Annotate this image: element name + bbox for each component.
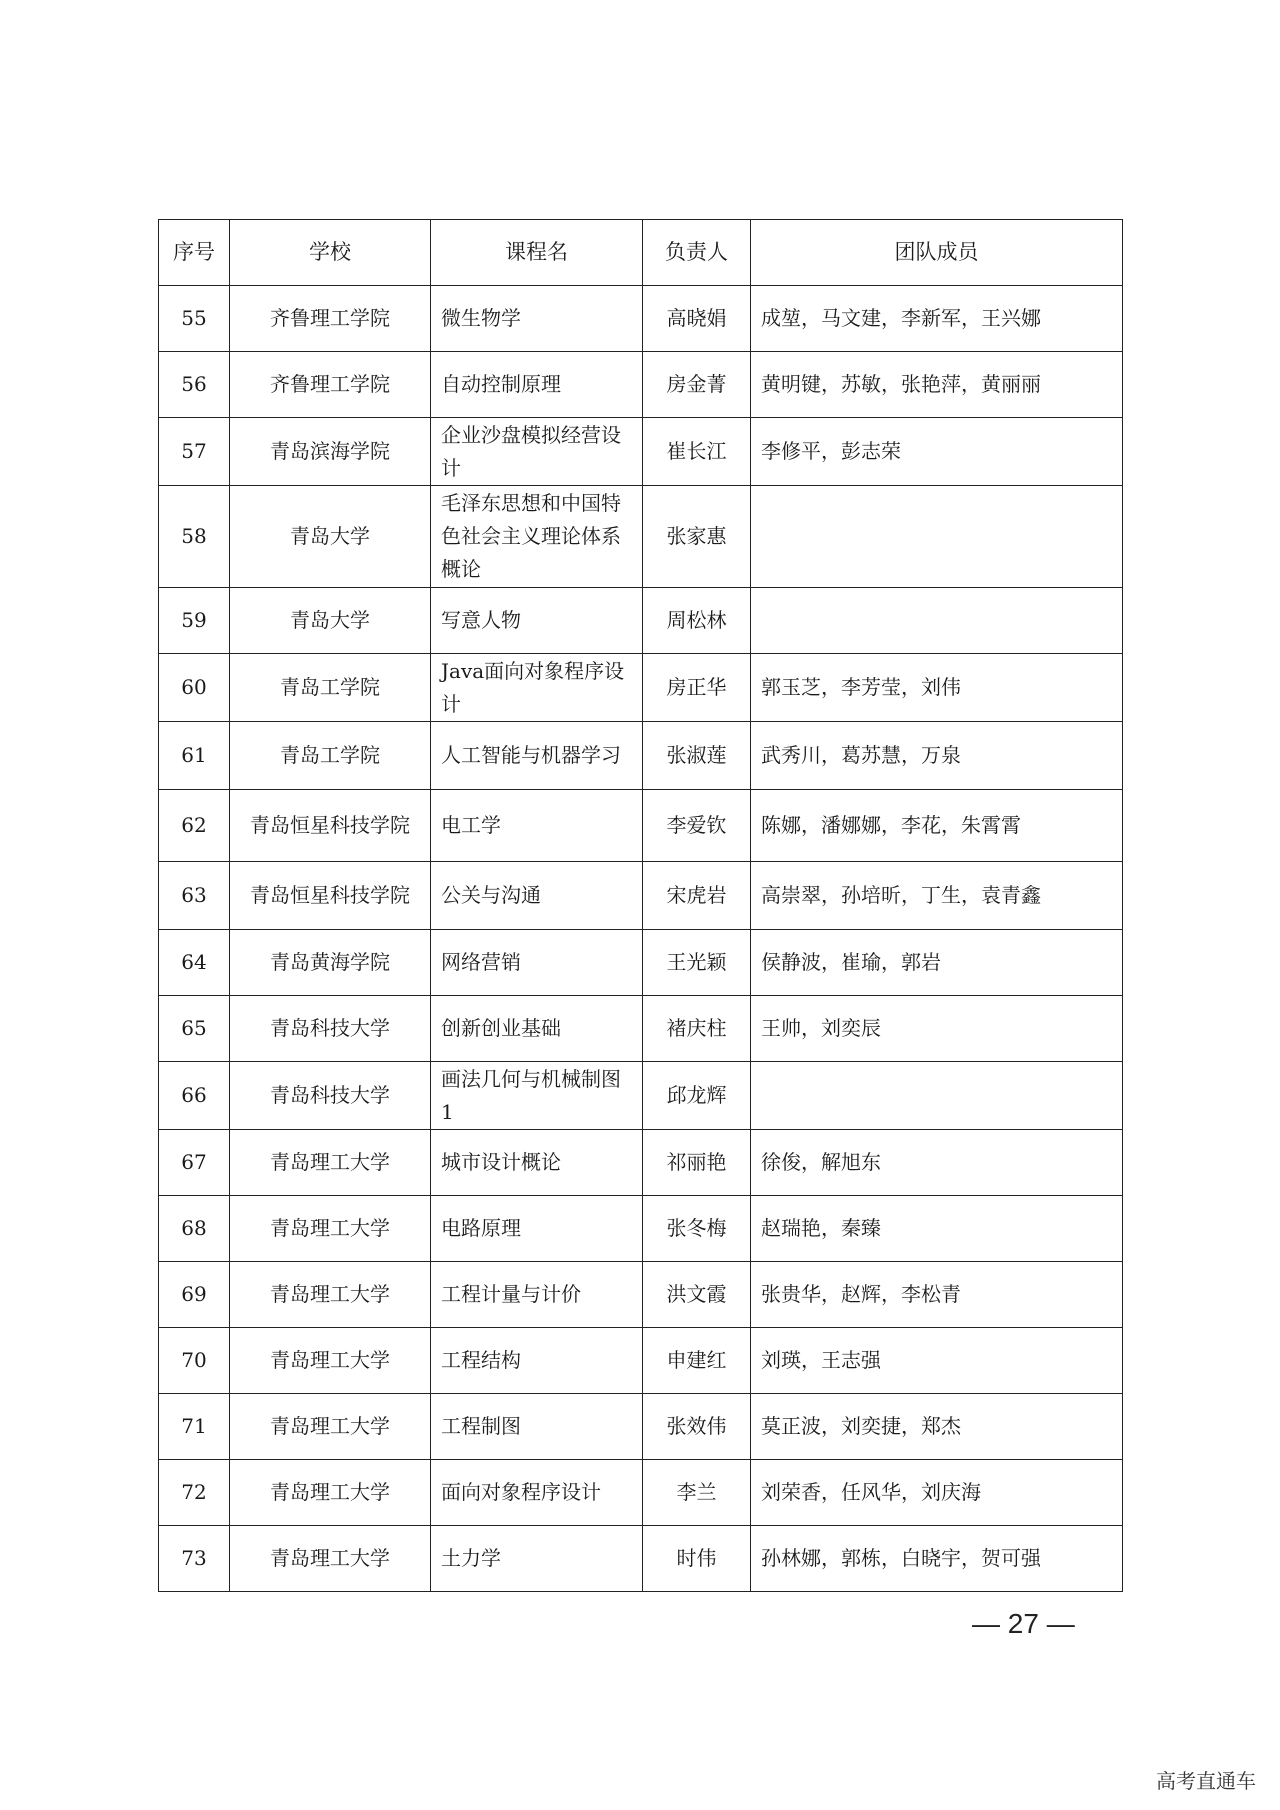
cell-team: 徐俊，解旭东 xyxy=(751,1130,1123,1196)
cell-index: 66 xyxy=(159,1062,230,1130)
cell-index: 71 xyxy=(159,1394,230,1460)
cell-lead: 房正华 xyxy=(643,654,751,722)
table-row xyxy=(159,1460,1123,1526)
cell-course: 人工智能与机器学习 xyxy=(431,722,643,790)
cell-lead: 高晓娟 xyxy=(643,286,751,352)
cell-school: 青岛理工大学 xyxy=(230,1130,431,1196)
header-lead: 负责人 xyxy=(643,220,751,286)
cell-lead: 房金菁 xyxy=(643,352,751,418)
cell-school: 青岛理工大学 xyxy=(230,1526,431,1592)
cell-course: 工程结构 xyxy=(431,1328,643,1394)
cell-team: 黄明键，苏敏，张艳萍，黄丽丽 xyxy=(751,352,1123,418)
cell-school: 齐鲁理工学院 xyxy=(230,286,431,352)
cell-team: 陈娜，潘娜娜，李花，朱霄霄 xyxy=(751,790,1123,862)
cell-index: 64 xyxy=(159,930,230,996)
cell-school: 青岛大学 xyxy=(230,486,431,588)
table-row xyxy=(159,1394,1123,1460)
cell-course: 面向对象程序设计 xyxy=(431,1460,643,1526)
cell-index: 60 xyxy=(159,654,230,722)
table-header-row xyxy=(159,220,1123,286)
table-row xyxy=(159,654,1123,722)
cell-school: 青岛恒星科技学院 xyxy=(230,790,431,862)
table-row xyxy=(159,486,1123,588)
table-row xyxy=(159,588,1123,654)
cell-index: 68 xyxy=(159,1196,230,1262)
cell-course: 网络营销 xyxy=(431,930,643,996)
cell-index: 73 xyxy=(159,1526,230,1592)
cell-lead: 王光颖 xyxy=(643,930,751,996)
cell-course: 工程制图 xyxy=(431,1394,643,1460)
cell-school: 青岛理工大学 xyxy=(230,1394,431,1460)
cell-lead: 时伟 xyxy=(643,1526,751,1592)
cell-lead: 李兰 xyxy=(643,1460,751,1526)
cell-team: 李修平，彭志荣 xyxy=(751,418,1123,486)
table-row xyxy=(159,1062,1123,1130)
cell-course: 电路原理 xyxy=(431,1196,643,1262)
cell-school: 青岛大学 xyxy=(230,588,431,654)
cell-course: 自动控制原理 xyxy=(431,352,643,418)
cell-team xyxy=(751,486,1123,588)
cell-school: 青岛黄海学院 xyxy=(230,930,431,996)
cell-course: 城市设计概论 xyxy=(431,1130,643,1196)
cell-lead: 张淑莲 xyxy=(643,722,751,790)
cell-index: 56 xyxy=(159,352,230,418)
cell-course: 毛泽东思想和中国特色社会主义理论体系概论 xyxy=(431,486,643,588)
cell-course: 创新创业基础 xyxy=(431,996,643,1062)
page-number: — 27 — xyxy=(972,1608,1075,1639)
cell-team: 侯静波，崔瑜，郭岩 xyxy=(751,930,1123,996)
table-row xyxy=(159,790,1123,862)
table-row xyxy=(159,1196,1123,1262)
cell-lead: 申建红 xyxy=(643,1328,751,1394)
cell-index: 67 xyxy=(159,1130,230,1196)
cell-school: 青岛恒星科技学院 xyxy=(230,862,431,930)
cell-course: 土力学 xyxy=(431,1526,643,1592)
cell-lead: 宋虎岩 xyxy=(643,862,751,930)
cell-team: 刘瑛，王志强 xyxy=(751,1328,1123,1394)
cell-course: Java面向对象程序设计 xyxy=(431,654,643,722)
cell-lead: 张冬梅 xyxy=(643,1196,751,1262)
cell-team: 赵瑞艳，秦臻 xyxy=(751,1196,1123,1262)
cell-school: 青岛理工大学 xyxy=(230,1328,431,1394)
table-row xyxy=(159,996,1123,1062)
header-team: 团队成员 xyxy=(751,220,1123,286)
cell-lead: 李爱钦 xyxy=(643,790,751,862)
cell-school: 青岛工学院 xyxy=(230,654,431,722)
cell-index: 62 xyxy=(159,790,230,862)
cell-school: 青岛理工大学 xyxy=(230,1460,431,1526)
cell-school: 齐鲁理工学院 xyxy=(230,352,431,418)
watermark-text: 高考直通车 xyxy=(1156,1769,1256,1793)
table-row xyxy=(159,722,1123,790)
cell-school: 青岛工学院 xyxy=(230,722,431,790)
cell-course: 工程计量与计价 xyxy=(431,1262,643,1328)
table-row xyxy=(159,286,1123,352)
cell-team: 高崇翠，孙培昕，丁生，袁青鑫 xyxy=(751,862,1123,930)
cell-index: 57 xyxy=(159,418,230,486)
cell-team xyxy=(751,1062,1123,1130)
header-index: 序号 xyxy=(159,220,230,286)
cell-school: 青岛理工大学 xyxy=(230,1196,431,1262)
cell-course: 写意人物 xyxy=(431,588,643,654)
cell-team: 郭玉芝，李芳莹，刘伟 xyxy=(751,654,1123,722)
cell-lead: 褚庆柱 xyxy=(643,996,751,1062)
cell-course: 画法几何与机械制图1 xyxy=(431,1062,643,1130)
cell-index: 61 xyxy=(159,722,230,790)
cell-index: 70 xyxy=(159,1328,230,1394)
cell-lead: 祁丽艳 xyxy=(643,1130,751,1196)
cell-team xyxy=(751,588,1123,654)
cell-lead: 洪文霞 xyxy=(643,1262,751,1328)
course-table xyxy=(158,219,1123,1592)
table-row xyxy=(159,352,1123,418)
cell-lead: 周松林 xyxy=(643,588,751,654)
table-row xyxy=(159,930,1123,996)
cell-course: 公关与沟通 xyxy=(431,862,643,930)
cell-team: 成堃，马文建，李新军，王兴娜 xyxy=(751,286,1123,352)
cell-lead: 邱龙辉 xyxy=(643,1062,751,1130)
cell-index: 65 xyxy=(159,996,230,1062)
cell-index: 63 xyxy=(159,862,230,930)
cell-course: 企业沙盘模拟经营设计 xyxy=(431,418,643,486)
cell-index: 72 xyxy=(159,1460,230,1526)
cell-lead: 张效伟 xyxy=(643,1394,751,1460)
table-row xyxy=(159,862,1123,930)
table-row xyxy=(159,1262,1123,1328)
table-body xyxy=(159,286,1123,1592)
cell-index: 59 xyxy=(159,588,230,654)
cell-course: 微生物学 xyxy=(431,286,643,352)
cell-school: 青岛科技大学 xyxy=(230,996,431,1062)
cell-lead: 张家惠 xyxy=(643,486,751,588)
cell-team: 莫正波，刘奕捷，郑杰 xyxy=(751,1394,1123,1460)
table-row xyxy=(159,1328,1123,1394)
cell-team: 孙林娜，郭栋，白晓宇，贺可强 xyxy=(751,1526,1123,1592)
table-row xyxy=(159,1130,1123,1196)
cell-lead: 崔长江 xyxy=(643,418,751,486)
cell-index: 55 xyxy=(159,286,230,352)
cell-team: 张贵华，赵辉，李松青 xyxy=(751,1262,1123,1328)
cell-course: 电工学 xyxy=(431,790,643,862)
header-course: 课程名 xyxy=(431,220,643,286)
cell-school: 青岛科技大学 xyxy=(230,1062,431,1130)
cell-team: 王帅，刘奕辰 xyxy=(751,996,1123,1062)
table-row xyxy=(159,1526,1123,1592)
cell-team: 刘荣香，任风华，刘庆海 xyxy=(751,1460,1123,1526)
header-school: 学校 xyxy=(230,220,431,286)
cell-team: 武秀川，葛苏慧，万泉 xyxy=(751,722,1123,790)
cell-index: 69 xyxy=(159,1262,230,1328)
cell-school: 青岛滨海学院 xyxy=(230,418,431,486)
cell-index: 58 xyxy=(159,486,230,588)
table-row xyxy=(159,418,1123,486)
cell-school: 青岛理工大学 xyxy=(230,1262,431,1328)
